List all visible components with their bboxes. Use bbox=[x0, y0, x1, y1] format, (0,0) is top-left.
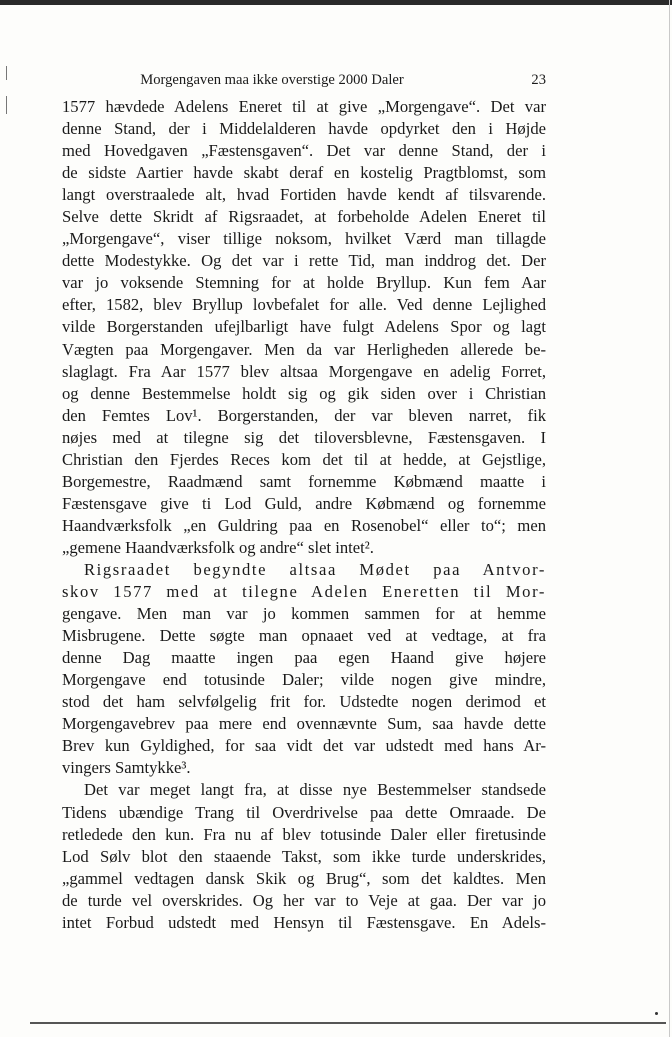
text-line: den Femtes Lov¹. Borgerstanden, der var bleven narret, fik bbox=[62, 405, 546, 425]
running-title: Morgengaven maa ikke overstige 2000 Daler bbox=[140, 72, 404, 88]
text-line: Fæstensgave give ti Lod Guld, andre Købmænd og fornemme bbox=[62, 493, 546, 513]
text-line: Christian den Fjerdes Reces kom det til at hedde, at Gejstlige, bbox=[62, 449, 546, 469]
bottom-scan-edge bbox=[30, 1022, 666, 1024]
top-scan-edge bbox=[0, 0, 672, 5]
text-line: gengave. Men man var jo kommen sammen for at hemme bbox=[62, 604, 546, 624]
text-line: Lod Sølv blot den staaende Takst, som ikke turde underskrides, bbox=[62, 846, 546, 866]
text-line: dette Modestykke. Og det var i rette Tid, man inddrog det. Der bbox=[62, 251, 546, 271]
text-line: „gammel vedtagen dansk Skik og Brug“, som det kaldtes. Men bbox=[62, 868, 546, 888]
text-line: intet Forbud udstedt med Hensyn til Fæstensgave. En Adels- bbox=[62, 912, 546, 932]
text-line: Selve dette Skridt af Rigsraadet, at forbeholde Adelen Eneret til bbox=[62, 207, 546, 227]
text-line: Haandværksfolk „en Guldring paa en Rosenobel“ eller to“; men bbox=[62, 515, 546, 535]
text-line: denne Dag maatte ingen paa egen Haand give højere bbox=[62, 648, 546, 668]
text-line: efter, 1582, blev Bryllup lovbefalet for alle. Ved denne Lejlighed bbox=[62, 295, 546, 315]
text-line: var jo voksende Stemning for at holde Bryllup. Kun fem Aar bbox=[62, 273, 546, 293]
text-line: Det var meget langt fra, at disse nye Bestemmelser standsede bbox=[84, 780, 546, 800]
text-line: „Morgengave“, viser tillige noksom, hvilket Værd man tillagde bbox=[62, 229, 546, 249]
left-margin-mark bbox=[6, 66, 7, 80]
text-line: Rigsraadet begyndte altsaa Mødet paa Antvor- bbox=[84, 559, 546, 579]
text-line: nøjes med at tilegne sig det tiloversblevne, Fæstensgaven. I bbox=[62, 427, 546, 447]
running-head bbox=[62, 69, 546, 91]
text-line: vilde Borgerstanden ufejlbarligt have fulgt Adelens Spor og lagt bbox=[62, 317, 546, 337]
page-number: 23 bbox=[531, 72, 546, 88]
text-line: denne Stand, der i Middelalderen havde opdyrket den i Højde bbox=[62, 119, 546, 139]
text-line: Tidens ubændige Trang til Overdrivelse paa dette Omraade. De bbox=[62, 802, 546, 822]
left-margin-mark bbox=[6, 96, 7, 114]
text-line: slaglagt. Fra Aar 1577 blev altsaa Morgengave en adelig Forret, bbox=[62, 361, 546, 381]
scan-speck bbox=[655, 1012, 658, 1015]
text-line: Brev kun Gyldighed, for saa vidt det var udstedt med hans Ar- bbox=[62, 736, 546, 756]
text-line: de sidste Aartier havde skabt deraf en kostelig Pragtblomst, som bbox=[62, 163, 546, 183]
text-line: langt overstraalede alt, hvad Fortiden havde kendt af tilsvarende. bbox=[62, 185, 546, 205]
text-line: Borgemestre, Raadmænd samt fornemme Købmænd maatte i bbox=[62, 471, 546, 491]
text-line: Morgengave end totusinde Daler; vilde nogen give mindre, bbox=[62, 670, 546, 690]
text-line: Misbrugene. Dette søgte man opnaaet ved at vedtage, at fra bbox=[62, 626, 546, 646]
text-line: og denne Bestemmelse holdt sig og gik siden over i Christian bbox=[62, 383, 546, 403]
right-scan-edge bbox=[669, 0, 670, 1037]
text-line: „gemene Haandværksfolk og andre“ slet intet². bbox=[62, 537, 374, 557]
text-line: de turde vel overskrides. Og her var to Veje at gaa. Der var jo bbox=[62, 890, 546, 910]
text-line: med Hovedgaven „Fæstensgaven“. Det var denne Stand, der i bbox=[62, 141, 546, 161]
text-line: retledede den kun. Fra nu af blev totusinde Daler eller firetusinde bbox=[62, 824, 546, 844]
text-line: Vægten paa Morgengaver. Men da var Herligheden allerede be- bbox=[62, 339, 546, 359]
text-line: Morgengavebrev paa mere end ovennævnte Sum, saa havde dette bbox=[62, 714, 546, 734]
text-line: skov 1577 med at tilegne Adelen Eneretten til Mor- bbox=[62, 582, 546, 602]
text-line: vingers Samtykke³. bbox=[62, 758, 191, 778]
text-line: stod det ham selvfølgelig frit for. Udstedte nogen derimod et bbox=[62, 692, 546, 712]
body-text bbox=[62, 96, 546, 934]
text-line: 1577 hævdede Adelens Eneret til at give „Morgengave“. Det var bbox=[62, 97, 546, 116]
